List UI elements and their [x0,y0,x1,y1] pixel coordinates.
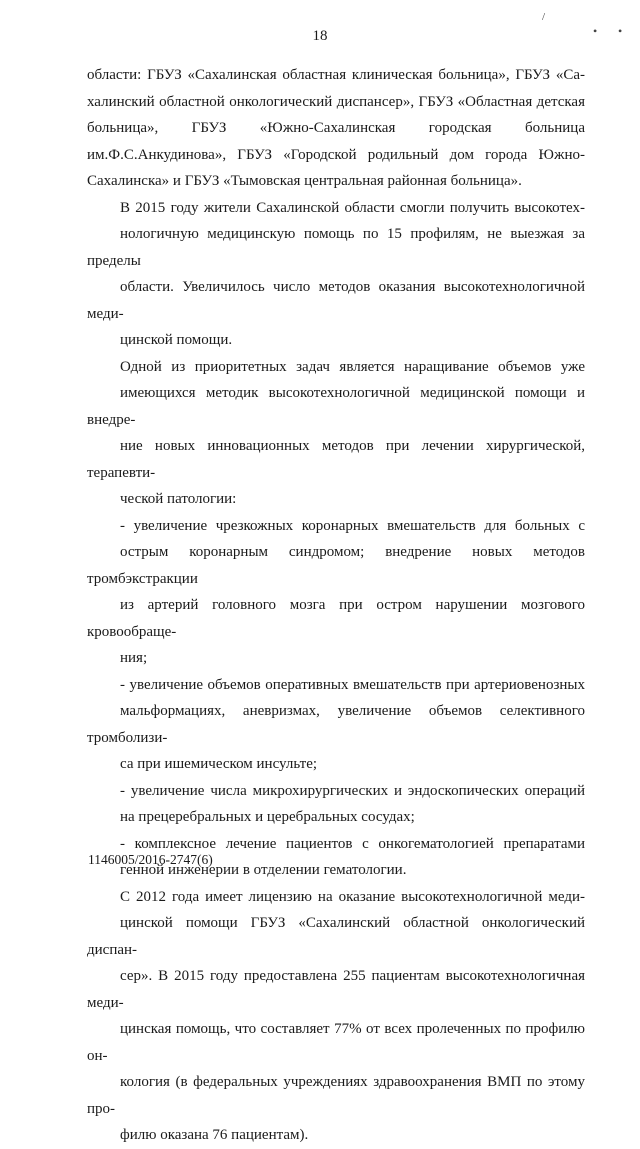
text-line: филю оказана 76 пациентам). [120,1127,309,1143]
text-line: - комплексное лечение пациентов с онкогематологией препаратами [120,835,585,852]
text-line: халинский областной онкологический диспансер», ГБУЗ «Областная детская [87,93,585,110]
text-line: ческой патологии: [120,491,237,507]
paragraph [87,884,585,1149]
text-line: кология (в федеральных учреждениях здравоохранения ВМП по этому про- [87,1074,585,1117]
text-line: - увеличение числа микрохирургических и эндоскопических операций [120,782,585,799]
text-line: нологичную медицинскую помощь по 15 профилям, не выезжая за пределы [87,226,585,269]
text-line: имеющихся методик высокотехнологичной медицинской помощи и внедре- [87,385,585,428]
text-line: Одной из приоритетных задач является наращивание объемов уже [120,358,585,375]
text-line: - увеличение объемов оперативных вмешательств при артериовенозных [120,676,585,693]
text-line: больница», ГБУЗ «Южно-Сахалинская городская больница [87,120,585,136]
scan-mark-slash: / [542,11,546,23]
text-line: из артерий головного мозга при остром нарушении мозгового кровообраще- [87,597,585,640]
text-line: генной инженерии в отделении гематологии. [120,862,407,878]
document-id: 1146005/2016-2747(6) [88,852,213,867]
text-line: мальформациях, аневризмах, увеличение объемов селективного тромболизи- [87,703,585,746]
text-line: острым коронарным синдромом; внедрение новых методов тромбэкстракции [87,544,585,587]
paragraph [87,513,585,672]
text-line: ния; [120,650,148,666]
text-line: - увеличение чрезкожных коронарных вмешательств для больных с [120,517,585,534]
text-line: цинская помощь, что составляет 77% от всех пролеченных по профилю он- [87,1021,585,1064]
text-line: области: ГБУЗ «Сахалинская областная клиническая больница», ГБУЗ «Са- [87,67,585,83]
document-body [87,62,585,1149]
text-line: на прецеребральных и церебральных сосудах; [120,809,415,825]
paragraph [87,62,585,195]
text-line: В 2015 году жители Сахалинской области смогли получить высокотех- [120,199,585,216]
paragraph [87,778,585,831]
paragraph [87,195,585,354]
text-line: С 2012 года имеет лицензию на оказание высокотехнологичной меди- [120,888,585,905]
scan-mark-dot: • [593,24,598,38]
page-number: 18 [312,28,328,44]
scan-mark-dot: • [618,24,623,38]
text-line: сер». В 2015 году предоставлена 255 пациентам высокотехнологичная меди- [87,968,585,1011]
paragraph [87,354,585,513]
text-line: цинской помощи. [120,332,233,348]
text-line: им.Ф.С.Анкудинова», ГБУЗ «Городской родильный дом города Южно- [87,146,585,163]
text-line: са при ишемическом инсульте; [120,756,318,772]
paragraph [87,672,585,778]
text-line: Сахалинска» и ГБУЗ «Тымовская центральная районная больница». [87,173,522,189]
text-line: области. Увеличилось число методов оказания высокотехнологичной меди- [87,279,585,322]
text-line: ние новых инновационных методов при лечении хирургической, терапевти- [87,438,585,481]
text-line: цинской помощи ГБУЗ «Сахалинский областной онкологический диспан- [87,915,585,958]
